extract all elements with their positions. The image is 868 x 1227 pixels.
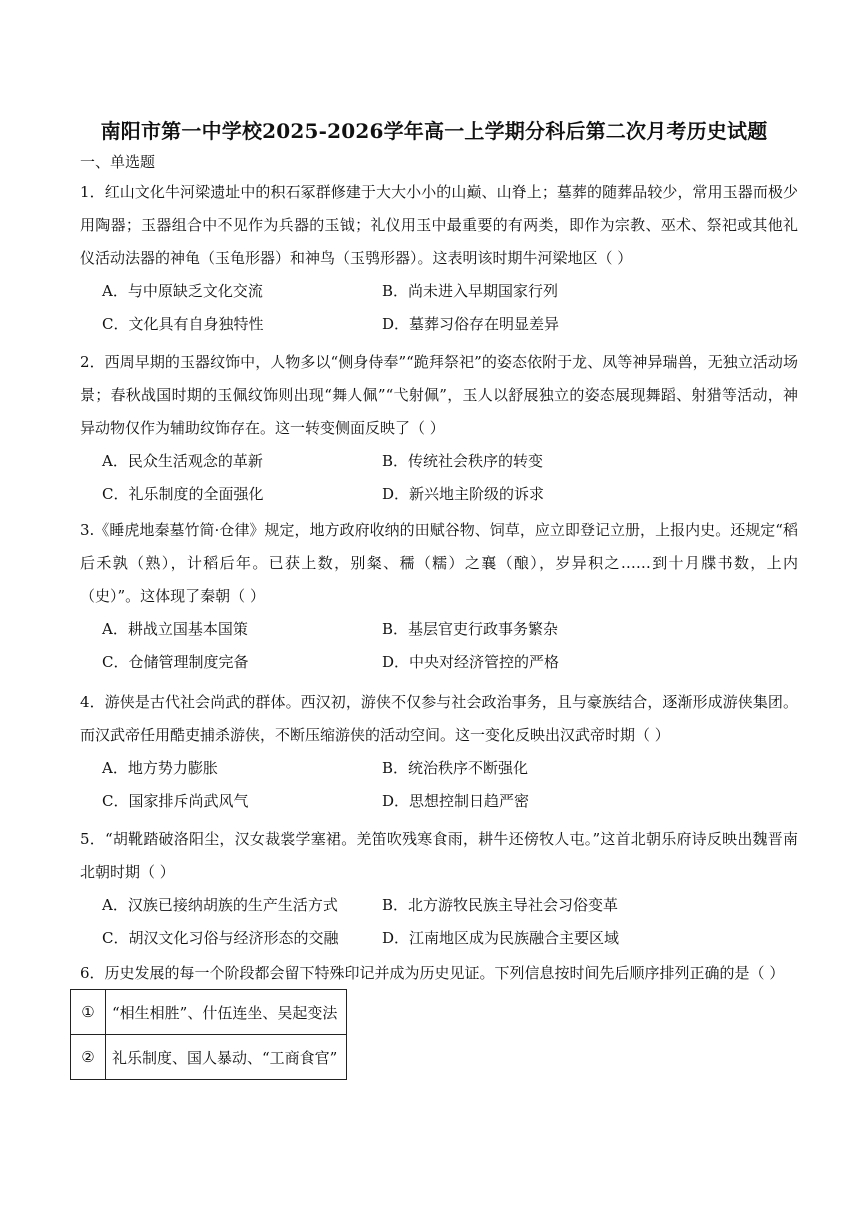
exam-title: 南阳市第一中学校2025-2026学年高一上学期分科后第二次月考历史试题 [100, 119, 768, 143]
question-stem: 2．西周早期的玉器纹饰中，人物多以“侧身侍奉”“跪拜祭祀”的姿态依附于龙、凤等神异瑞兽，无独立活动场景；春秋战国时期的玉佩纹饰则出现“舞人佩”“弋射佩”，玉人以舒展独立的姿态展现舞蹈、射猎等活动，神异动物仅作为辅助纹饰存在。这一转变侧面反映了（ ） [80, 353, 798, 437]
option-c: C．胡汉文化习俗与经济形态的交融 [102, 929, 339, 947]
question-6 [80, 957, 798, 990]
table-row [71, 990, 347, 1035]
options-group [80, 752, 798, 818]
question-stem: 5．“胡靴踏破洛阳尘，汉女裁裳学塞裙。羌笛吹残寒食雨，耕牛还傍牧人屯。”这首北朝乐府诗反映出魏晋南北朝时期（ ） [80, 830, 798, 881]
question-4 [80, 686, 798, 818]
options-group [80, 445, 798, 511]
option-d: D．中央对经济管控的严格 [382, 653, 560, 671]
option-c: C．仓储管理制度完备 [102, 653, 249, 671]
section-heading: 一、单选题 [80, 153, 156, 171]
row-text: “相生相胜”、什伍连坐、吴起变法 [106, 990, 347, 1035]
option-b: B．传统社会秩序的转变 [382, 452, 544, 470]
option-b: B．基层官吏行政事务繁杂 [382, 620, 559, 638]
option-d: D．新兴地主阶级的诉求 [382, 485, 545, 503]
option-a: A．耕战立国基本国策 [102, 620, 248, 638]
option-d: D．思想控制日趋严密 [382, 792, 530, 810]
option-a: A．地方势力膨胀 [102, 759, 218, 777]
option-a: A．汉族已接纳胡族的生产生活方式 [102, 896, 338, 914]
row-text: 礼乐制度、国人暴动、“工商食官” [106, 1035, 347, 1080]
option-b: B．统治秩序不断强化 [382, 759, 529, 777]
option-d: D．江南地区成为民族融合主要区域 [382, 929, 620, 947]
question-3 [80, 514, 798, 679]
question-stem: 1．红山文化牛河梁遗址中的积石冢群修建于大大小小的山巅、山脊上；墓葬的随葬品较少，常用玉器而极少用陶器；玉器组合中不见作为兵器的玉钺；礼仪用玉中最重要的有两类，即作为宗教、巫术、祭祀或其他礼仪活动法器的神龟（玉龟形器）和神鸟（玉鸮形器）。这表明该时期牛河梁地区（ ） [80, 183, 798, 267]
option-b: B．北方游牧民族主导社会习俗变革 [382, 896, 619, 914]
option-c: C．文化具有自身独特性 [102, 315, 264, 333]
options-group [80, 889, 798, 955]
question-stem: 6．历史发展的每一个阶段都会留下特殊印记并成为历史见证。下列信息按时间先后顺序排列正确的是（ ） [80, 964, 785, 982]
question-stem: 3.《睡虎地秦墓竹简·仓律》规定，地方政府收纳的田赋谷物、饲草，应立即登记立册，上报内史。还规定“稻后禾孰（熟），计稻后年。已获上数，别粲、穤（糯）之襄（酿），岁异积之……到十月牒书数，上内（史）”。这体现了秦朝（ ） [80, 521, 798, 605]
option-c: C．国家排斥尚武风气 [102, 792, 249, 810]
row-number: ① [71, 990, 106, 1035]
sequence-table [70, 989, 347, 1080]
option-a: A．与中原缺乏文化交流 [102, 282, 263, 300]
question-5 [80, 823, 798, 955]
options-group [80, 613, 798, 679]
option-d: D．墓葬习俗存在明显差异 [382, 315, 560, 333]
question-stem: 4．游侠是古代社会尚武的群体。西汉初，游侠不仅参与社会政治事务，且与豪族结合，逐渐形成游侠集团。而汉武帝任用酷吏捕杀游侠，不断压缩游侠的活动空间。这一变化反映出汉武帝时期（ ） [80, 693, 798, 744]
table-row [71, 1035, 347, 1080]
question-1 [80, 176, 798, 341]
option-b: B．尚未进入早期国家行列 [382, 282, 559, 300]
row-number: ② [71, 1035, 106, 1080]
option-c: C．礼乐制度的全面强化 [102, 485, 264, 503]
options-group [80, 275, 798, 341]
question-2 [80, 346, 798, 511]
option-a: A．民众生活观念的革新 [102, 452, 263, 470]
